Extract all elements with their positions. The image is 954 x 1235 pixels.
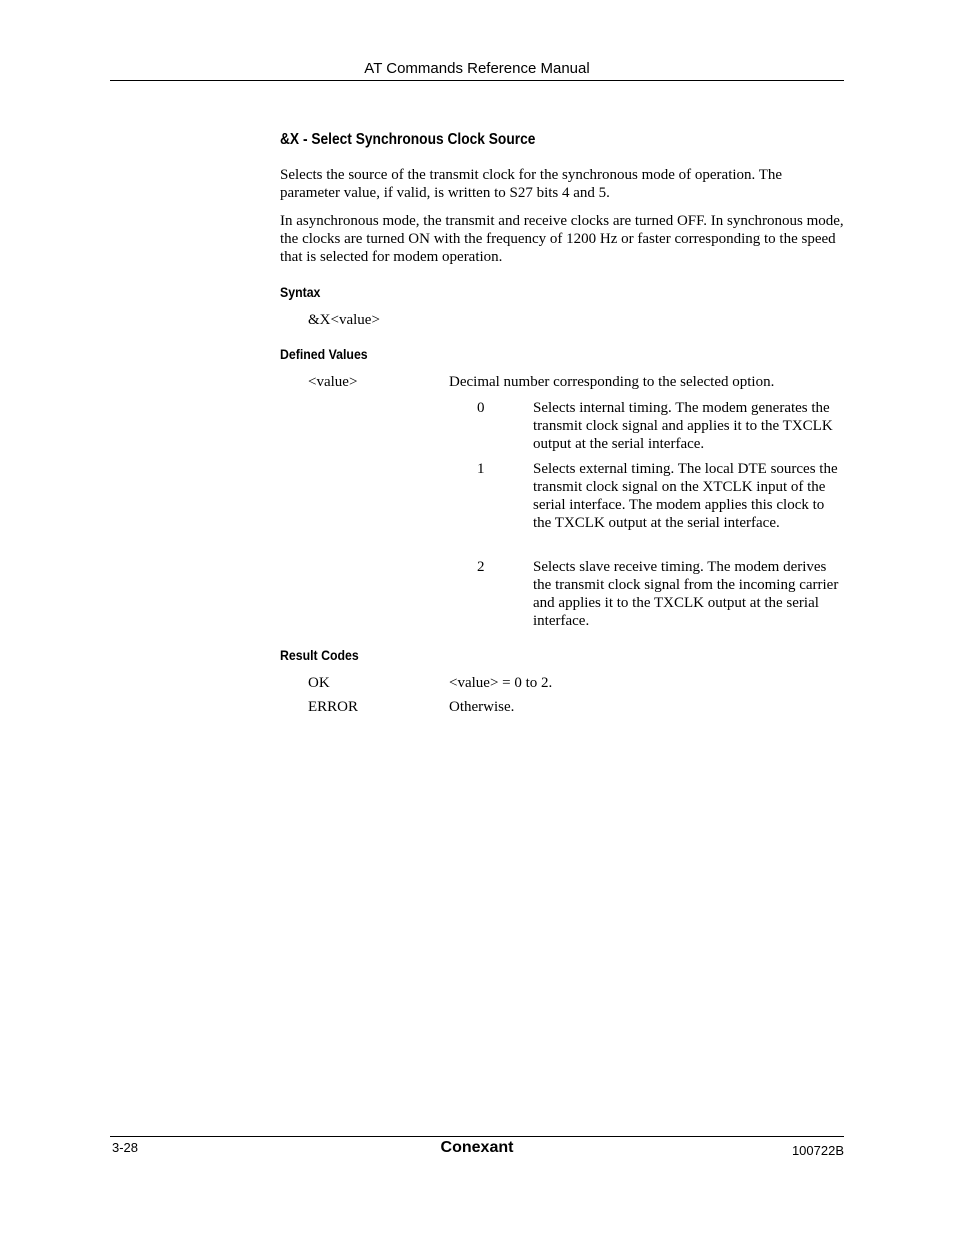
option-value-2: 2	[477, 559, 485, 575]
param-name: <value>	[308, 374, 358, 390]
mode-paragraph: In asynchronous mode, the transmit and receive clocks are turned OFF. In synchronous mode, the clocks are turned ON with the frequency of 1200 Hz or faster corresponding to the speed that is selected for modem operation.	[280, 213, 844, 265]
syntax-text: &X<value>	[308, 312, 380, 328]
result-codes-heading: Result Codes	[280, 647, 359, 663]
running-header: AT Commands Reference Manual	[364, 60, 590, 77]
result-meaning-ok: <value> = 0 to 2.	[449, 675, 553, 691]
footer-rule	[110, 1136, 844, 1137]
result-code-error: ERROR	[308, 699, 359, 715]
document-number: 100722B	[791, 1143, 844, 1158]
result-meaning-error: Otherwise.	[449, 699, 515, 715]
result-code-ok: OK	[308, 675, 330, 691]
option-description-1: Selects external timing. The local DTE sources the transmit clock signal on the XTCLK input of the serial interface. The modem applies this clock to the TXCLK output at the serial interface.	[533, 461, 838, 531]
param-description: Decimal number corresponding to the selected option.	[449, 374, 775, 390]
syntax-heading: Syntax	[280, 284, 321, 300]
page-number: 3-28	[112, 1140, 139, 1155]
company-name: Conexant	[440, 1139, 514, 1156]
option-value-1: 1	[477, 461, 485, 477]
intro-paragraph: Selects the source of the transmit clock for the synchronous mode of operation. The parameter value, if valid, is written to S27 bits 4 and 5.	[280, 167, 783, 201]
option-description-2: Selects slave receive timing. The modem derives the transmit clock signal from the incoming carrier and applies it to the TXCLK output at the serial interface.	[533, 559, 839, 629]
option-description-0: Selects internal timing. The modem generates the transmit clock signal and applies it to the TXCLK output at the serial interface.	[533, 400, 833, 452]
defined-values-heading: Defined Values	[280, 346, 368, 362]
header-rule	[110, 80, 844, 81]
section-title: &X - Select Synchronous Clock Source	[280, 131, 536, 148]
option-value-0: 0	[477, 400, 485, 416]
